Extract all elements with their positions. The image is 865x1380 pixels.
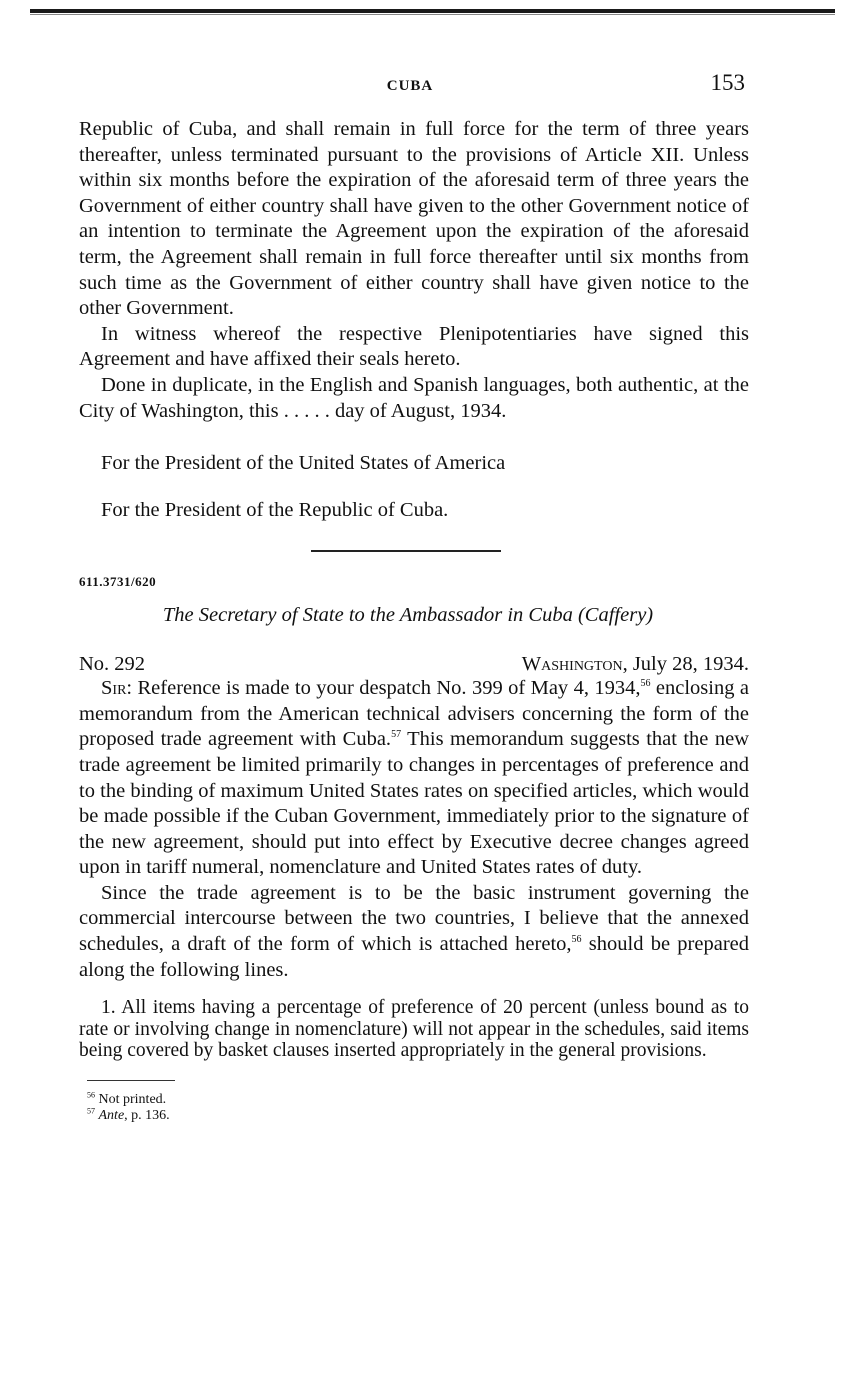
footnote-ref-56: 56 [640, 678, 651, 690]
paragraph-schedules-part-a: Since the trade agreement is to be the basic instrument governing the commercial intercourse between the two countries, I believe that the annexed schedules, a draft of the form of which is attached hereto, [79, 881, 749, 956]
date: , July 28, 1934. [622, 653, 749, 676]
signature-line-cuba: For the President of the Republic of Cuba. [101, 499, 449, 522]
paragraph-continuation: Republic of Cuba, and shall remain in full force for the term of three years thereafter, unless terminated pursuant to the provisions of Article XII. Unless within six months before the expiration of the aforesaid term of three years the Government of either country shall have given to the other Government notice of an intention to terminate the Agreement upon the expiration of the aforesaid term, the Agreement shall remain in full force thereafter until six months from such time as the Government of either country shall have given notice to the other Government. [79, 118, 749, 320]
footnote-text: Not printed. [98, 1091, 167, 1107]
paragraph-reference-part-a: : Reference is made to your despatch No. 399 of May 4, 1934, [126, 677, 641, 700]
footnote-ref-56-second: 56 [571, 934, 582, 946]
running-title: CUBA [386, 78, 434, 94]
file-number: 611.3731/620 [79, 574, 157, 590]
top-rule-thin [30, 14, 835, 15]
footnote-mark: 57 [87, 1106, 95, 1116]
signature-line-united-states: For the President of the United States of America [101, 452, 506, 475]
page-content [79, 117, 749, 1124]
paragraph-reference-part-b: enclosing a memorandum from the American technical advisers concerning the form of the proposed trade agreement with Cuba. [79, 677, 749, 751]
paragraph-schedules [79, 881, 749, 983]
footnote-text: , p. 136. [124, 1107, 170, 1123]
page-number: 153 [710, 70, 745, 95]
document-number: No. 292 [79, 653, 146, 676]
footnote-57 [87, 1108, 749, 1124]
dateline [79, 653, 749, 676]
salutation: Sir [101, 677, 127, 700]
footnote-italic-text: Ante [98, 1107, 125, 1123]
footnotes [87, 1092, 749, 1124]
footnote-56 [87, 1092, 749, 1108]
paragraph-reference-part-c: This memorandum suggests that the new trade agreement be limited primarily to changes in percentages of preference and to the binding of maximum United States rates on specified articles, which would be made possible if the Cuban Government, immediately prior to the signature of the new agreement, should put into effect by Executive decree changes agreed upon in tariff numeral, nomenclature and United States rates of duty. [79, 728, 749, 879]
place-and-date [522, 653, 749, 676]
paragraph-reference [79, 676, 749, 881]
place: Washington [521, 653, 623, 676]
footnote-mark: 56 [87, 1090, 95, 1100]
paragraph-schedules-part-b: should be prepared along the following lines. [79, 933, 749, 981]
section-divider [311, 550, 501, 552]
footnote-ref-57: 57 [391, 729, 402, 741]
paragraph-witness: In witness whereof the respective Plenipotentiaries have signed this Agreement and have affixed their seals hereto. [79, 322, 749, 371]
footnote-rule [87, 1080, 175, 1081]
list-item-1: 1. All items having a percentage of preference of 20 percent (unless bound as to rate or involving change in nomenclature) will not appear in the schedules, said items being covered by basket clauses inserted appropriately in the general provisions. [79, 997, 749, 1062]
document-heading: The Secretary of State to the Ambassador in Cuba (Caffery) [162, 604, 654, 627]
paragraph-done-in-duplicate: Done in duplicate, in the English and Spanish languages, both authentic, at the City of Washington, this . . . . . day of August, 1934. [79, 373, 749, 422]
top-rule [30, 9, 835, 13]
